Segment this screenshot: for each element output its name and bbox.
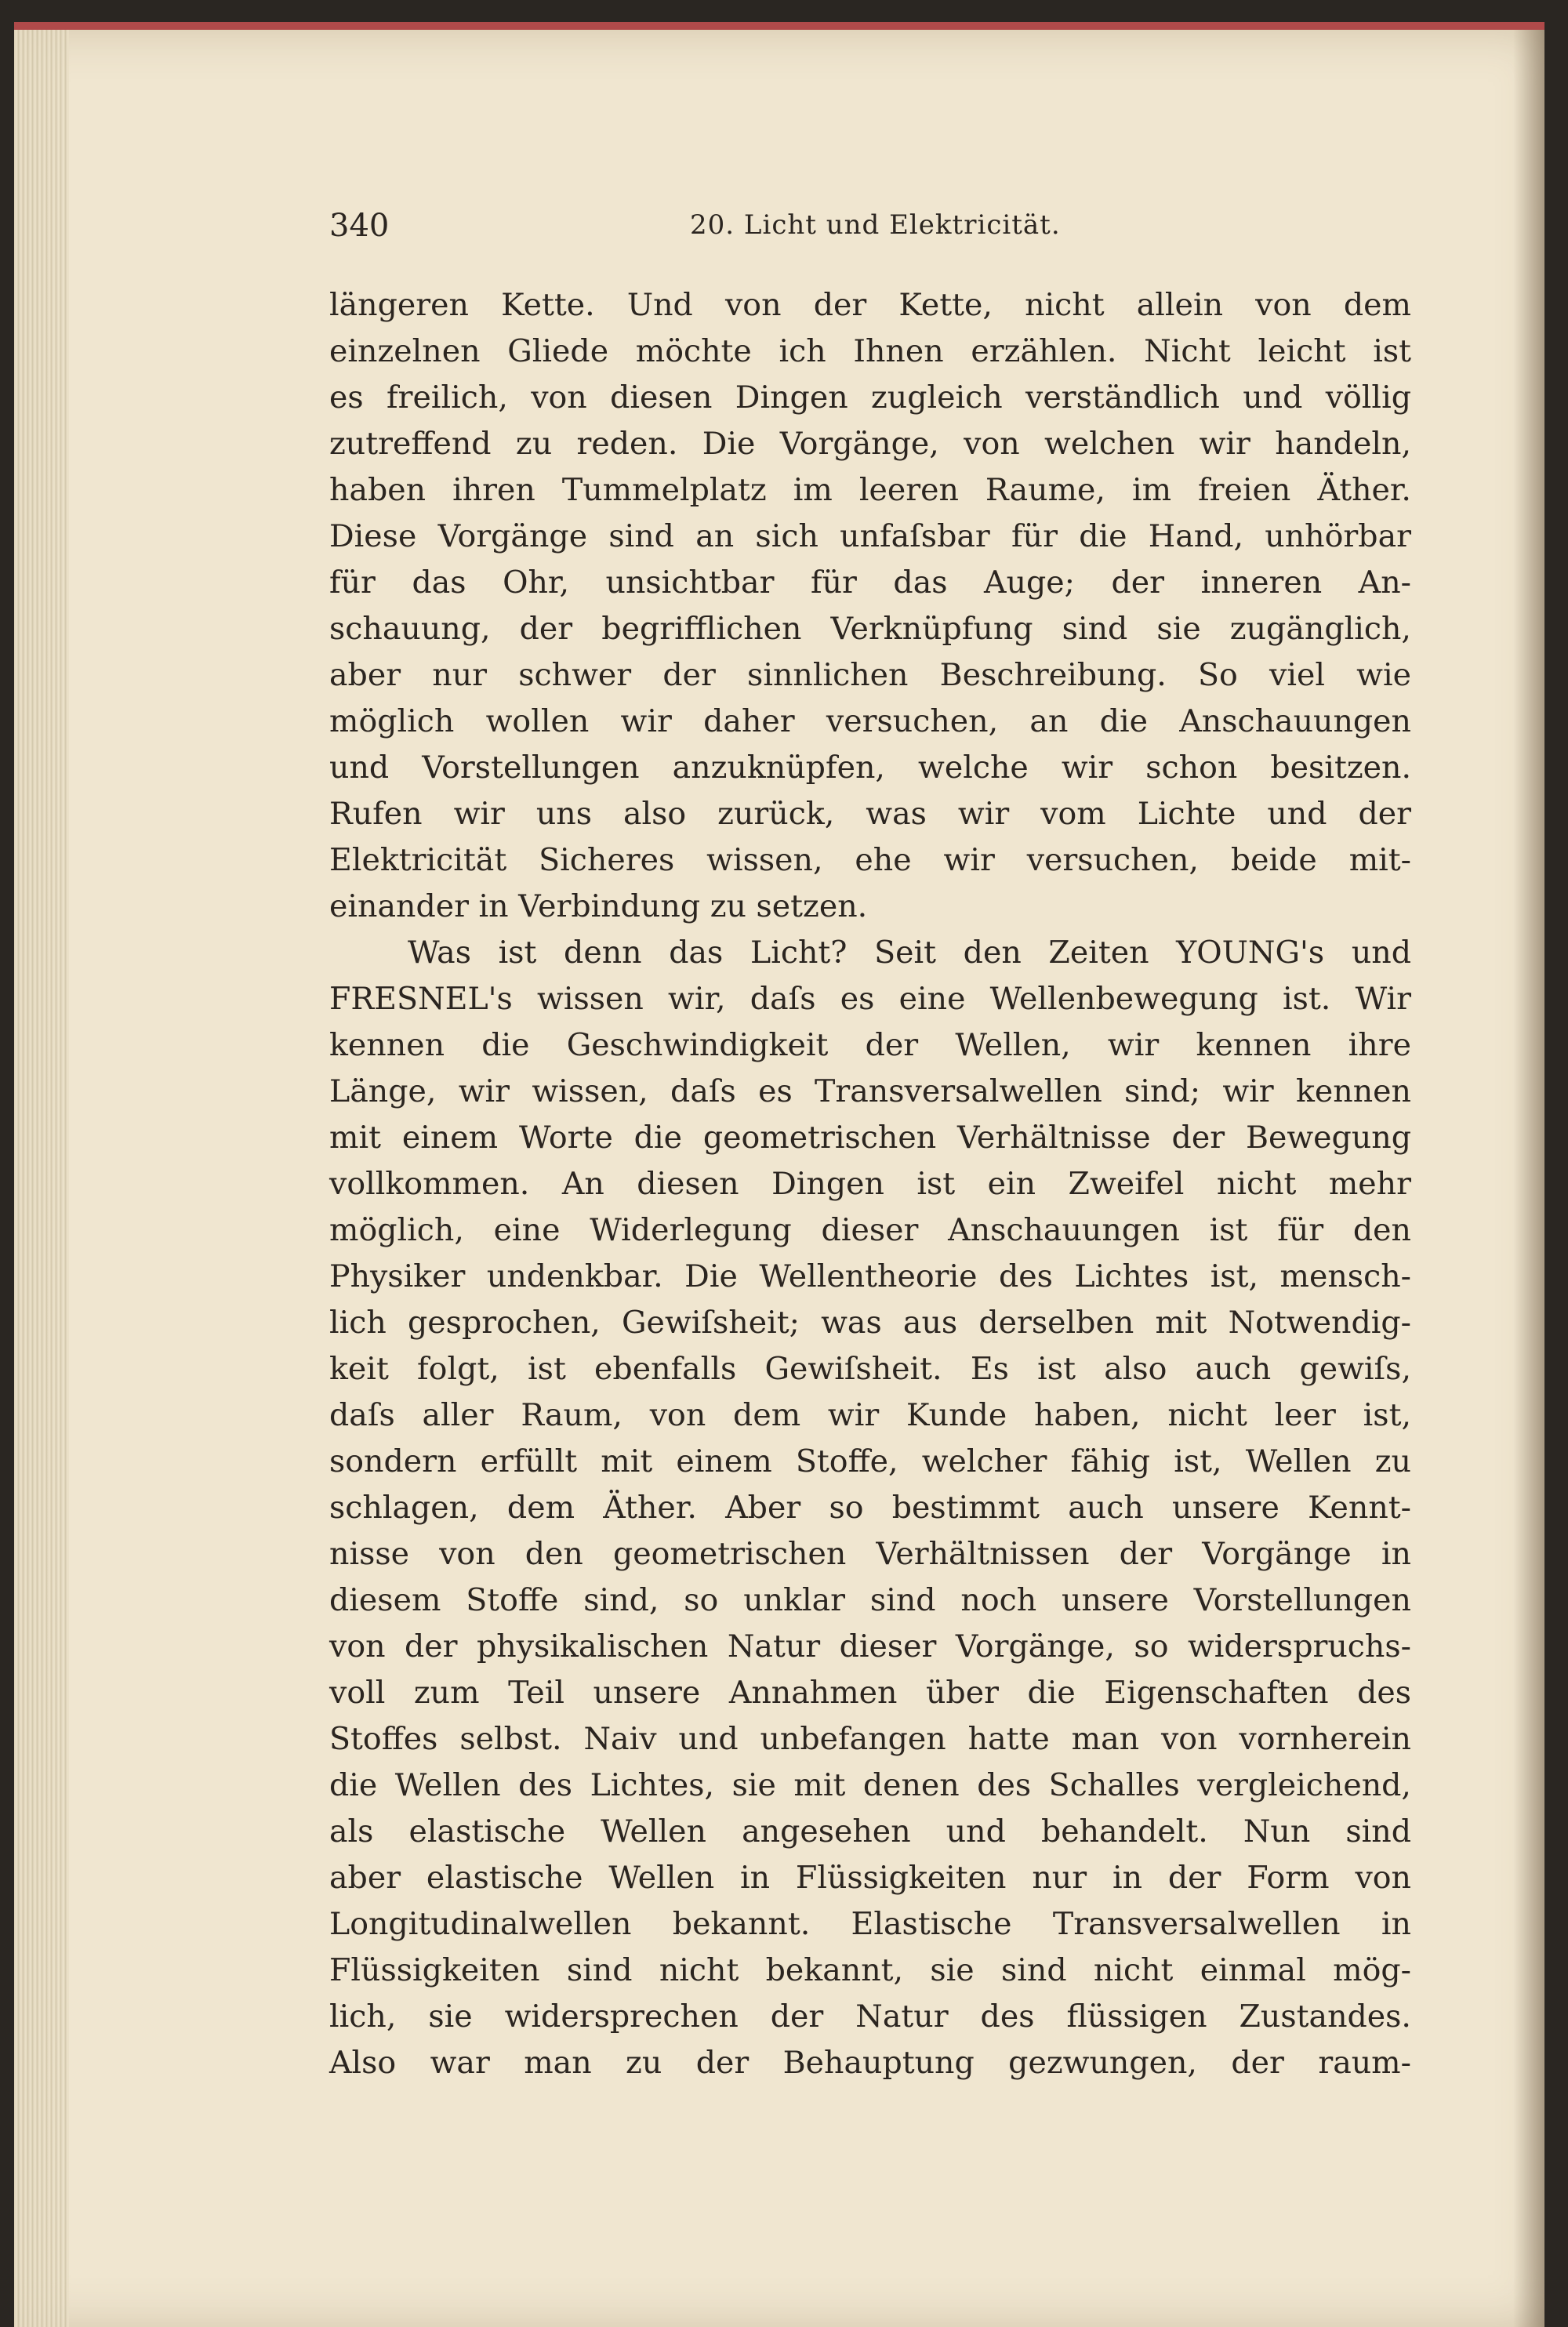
text-line: Elektricität Sicheres wissen, ehe wir versuchen, beide mit- [329, 842, 1411, 878]
text-line: es freilich, von diesen Dingen zugleich verständlich und völlig [329, 379, 1411, 416]
text-line: aber elastische Wellen in Flüssigkeiten nur in der Form von [329, 1860, 1411, 1896]
spine-shadow [1513, 30, 1544, 2327]
text-line: sondern erfüllt mit einem Stoffe, welcher fähig ist, Wellen zu [329, 1443, 1411, 1479]
text-line: lich gesprochen, Gewiſsheit; was aus derselben mit Notwendig- [329, 1305, 1411, 1341]
text-line: aber nur schwer der sinnlichen Beschreibung. So viel wie [329, 657, 1411, 693]
body-text [329, 282, 1411, 2086]
text-line: Diese Vorgänge sind an sich unfaſsbar für die Hand, unhörbar [329, 518, 1411, 554]
page-number: 340 [329, 208, 390, 244]
text-line: kennen die Geschwindigkeit der Wellen, wir kennen ihre [329, 1027, 1411, 1063]
text-line: voll zum Teil unsere Annahmen über die Eigenschaften des [329, 1675, 1411, 1711]
text-line: Was ist denn das Licht? Seit den Zeiten YOUNG's und [408, 935, 1411, 971]
text-line: Physiker undenkbar. Die Wellentheorie des Lichtes ist, mensch- [329, 1258, 1411, 1294]
text-line: keit folgt, ist ebenfalls Gewiſsheit. Es ist also auch gewiſs, [329, 1351, 1411, 1387]
text-line: die Wellen des Lichtes, sie mit denen des Schalles vergleichend, [329, 1767, 1411, 1803]
text-line: mit einem Worte die geometrischen Verhältnisse der Bewegung [329, 1120, 1411, 1156]
text-line: von der physikalischen Natur dieser Vorgänge, so widerspruchs- [329, 1628, 1411, 1664]
running-title: 20. Licht und Elektricität. [690, 209, 1061, 241]
text-line: Longitudinalwellen bekannt. Elastische Transversalwellen in [329, 1906, 1411, 1942]
text-line: haben ihren Tummelplatz im leeren Raume, im freien Äther. [329, 472, 1411, 508]
text-line: längeren Kette. Und von der Kette, nicht allein von dem [329, 287, 1411, 323]
text-line: schlagen, dem Äther. Aber so bestimmt auch unsere Kennt- [329, 1490, 1411, 1526]
page-header [329, 192, 1411, 247]
text-line: daſs aller Raum, von dem wir Kunde haben, nicht leer ist, [329, 1397, 1411, 1433]
text-line: als elastische Wellen angesehen und behandelt. Nun sind [329, 1813, 1411, 1850]
text-line: nisse von den geometrischen Verhältnissen der Vorgänge in [329, 1536, 1411, 1572]
text-line: vollkommen. An diesen Dingen ist ein Zweifel nicht mehr [329, 1166, 1411, 1202]
text-line: Rufen wir uns also zurück, was wir vom Lichte und der [329, 796, 1411, 832]
text-line: Länge, wir wissen, daſs es Transversalwellen sind; wir kennen [329, 1073, 1411, 1109]
text-line: FRESNEL's wissen wir, daſs es eine Wellenbewegung ist. Wir [329, 981, 1411, 1017]
text-line: einander in Verbindung zu setzen. [329, 888, 868, 924]
text-line: lich, sie widersprechen der Natur des flüssigen Zustandes. [329, 1998, 1411, 2035]
text-line: Also war man zu der Behauptung gezwungen, der raum- [329, 2045, 1411, 2081]
text-line: Flüssigkeiten sind nicht bekannt, sie sind nicht einmal mög- [329, 1952, 1411, 1988]
text-line: möglich wollen wir daher versuchen, an die Anschauungen [329, 703, 1411, 739]
text-line: schauung, der begrifflichen Verknüpfung sind sie zugänglich, [329, 611, 1411, 647]
text-line: möglich, eine Widerlegung dieser Anschauungen ist für den [329, 1212, 1411, 1248]
page-edges [14, 30, 69, 2327]
text-line: einzelnen Gliede möchte ich Ihnen erzählen. Nicht leicht ist [329, 333, 1411, 369]
text-line: und Vorstellungen anzuknüpfen, welche wir schon besitzen. [329, 750, 1411, 786]
text-line: zutreffend zu reden. Die Vorgänge, von welchen wir handeln, [329, 426, 1411, 462]
text-line: für das Ohr, unsichtbar für das Auge; der inneren An- [329, 565, 1411, 601]
text-line: Stoffes selbst. Naiv und unbefangen hatte man von vornherein [329, 1721, 1411, 1757]
text-line: diesem Stoffe sind, so unklar sind noch unsere Vorstellungen [329, 1582, 1411, 1618]
